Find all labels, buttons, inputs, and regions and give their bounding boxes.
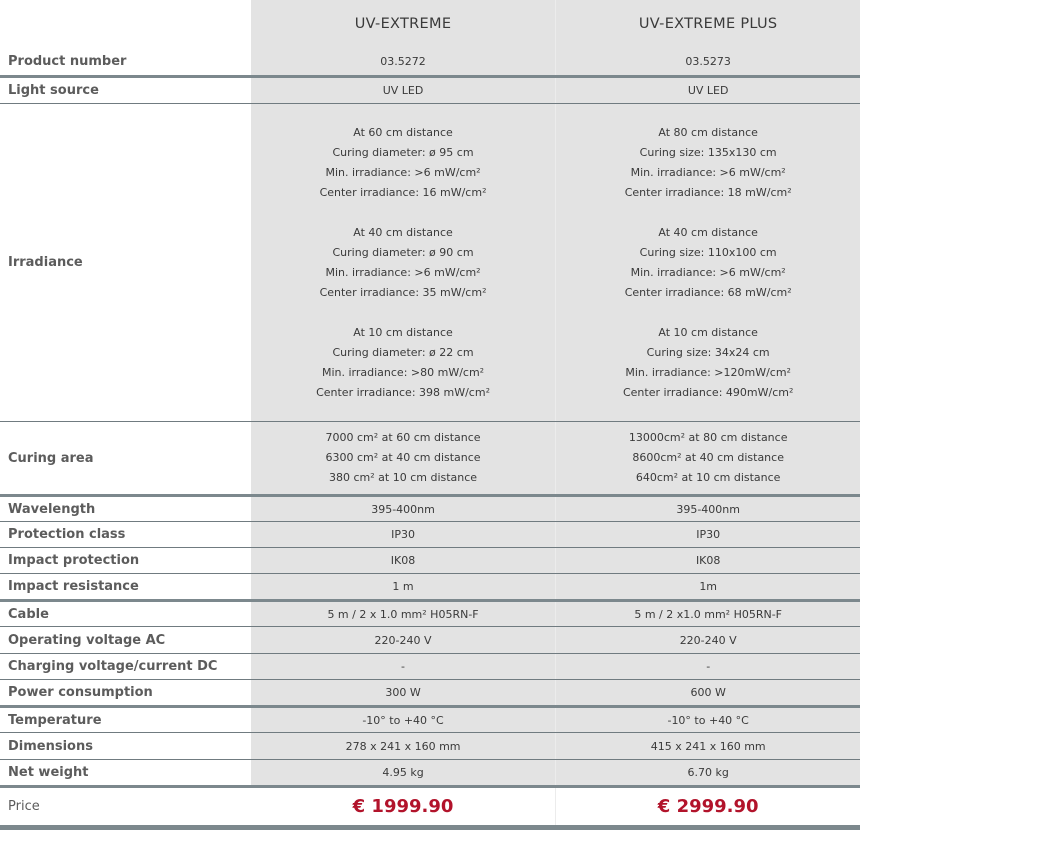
cell-value: - (555, 654, 860, 679)
spec-line: At 10 cm distance (658, 325, 758, 339)
price-value: € 1999.90 (352, 796, 454, 817)
price-cell-uv-extreme-plus (555, 788, 860, 825)
table-header (0, 0, 860, 47)
spec-line: Curing size: 135x130 cm (639, 145, 777, 159)
spec-line: Min. irradiance: >6 mW/cm² (630, 165, 786, 179)
row-label: Price (0, 788, 251, 825)
row-label: Curing area (0, 422, 251, 494)
cell-value: 220-240 V (251, 627, 556, 653)
spec-line: At 60 cm distance (353, 125, 453, 139)
spec-line: Curing diameter: ø 95 cm (332, 145, 474, 159)
spec-line: 13000cm² at 80 cm distance (628, 431, 788, 444)
row-price (0, 788, 860, 825)
row-impact-protection (0, 548, 860, 573)
row-label: Power consumption (0, 680, 251, 705)
row-label: Light source (0, 78, 251, 103)
table-bottom-border (0, 825, 860, 830)
cell-value: 03.5273 (555, 47, 860, 75)
spec-line: Min. irradiance: >6 mW/cm² (325, 265, 481, 279)
row-label: Impact resistance (0, 574, 251, 599)
cell-value: UV LED (251, 78, 556, 103)
row-label: Product number (0, 47, 251, 75)
spec-line: Curing diameter: ø 90 cm (332, 245, 474, 259)
spec-line: 380 cm² at 10 cm distance (329, 471, 478, 484)
row-light-source (0, 78, 860, 103)
row-protection-class (0, 522, 860, 547)
cell-value: IK08 (251, 548, 556, 573)
cell-value: 5 m / 2 x 1.0 mm² H05RN-F (251, 602, 556, 626)
row-label: Dimensions (0, 733, 251, 759)
cell-value: 220-240 V (555, 627, 860, 653)
spec-line: At 40 cm distance (353, 225, 453, 239)
spec-line: At 80 cm distance (658, 125, 758, 139)
spec-line: Min. irradiance: >80 mW/cm² (321, 365, 485, 379)
irradiance-group (320, 123, 487, 203)
spec-line: At 40 cm distance (658, 225, 758, 239)
row-operating-voltage (0, 627, 860, 653)
price-value: € 2999.90 (657, 796, 759, 817)
row-label: Net weight (0, 760, 251, 785)
row-temperature (0, 708, 860, 732)
spec-line: 8600cm² at 40 cm distance (632, 451, 784, 464)
spec-line: 6300 cm² at 40 cm distance (325, 451, 481, 464)
cell-value: -10° to +40 °C (555, 708, 860, 732)
spec-line: Center irradiance: 16 mW/cm² (319, 185, 487, 199)
row-label: Operating voltage AC (0, 627, 251, 653)
cell-value: 395-400nm (251, 497, 556, 521)
spec-line: Center irradiance: 35 mW/cm² (319, 285, 487, 299)
cell-value: 395-400nm (555, 497, 860, 521)
cell-irradiance-uv-extreme-plus (555, 104, 860, 421)
row-label: Irradiance (0, 104, 251, 421)
spec-line: Center irradiance: 68 mW/cm² (624, 285, 792, 299)
cell-value: 1 m (251, 574, 556, 599)
spec-line: At 10 cm distance (353, 325, 453, 339)
column-header-uv-extreme: UV-EXTREME (251, 0, 556, 47)
row-label: Temperature (0, 708, 251, 732)
cell-irradiance-uv-extreme (251, 104, 556, 421)
irradiance-group (316, 323, 490, 403)
cell-curing-area-uv-extreme-plus (555, 422, 860, 494)
row-impact-resistance (0, 574, 860, 599)
cell-value: - (251, 654, 556, 679)
row-label: Wavelength (0, 497, 251, 521)
cell-value: 03.5272 (251, 47, 556, 75)
spec-line: 7000 cm² at 60 cm distance (325, 431, 481, 444)
cell-value: UV LED (555, 78, 860, 103)
row-label: Impact protection (0, 548, 251, 573)
spec-line: Min. irradiance: >120mW/cm² (625, 365, 791, 379)
irradiance-group (625, 123, 792, 203)
cell-value: IK08 (555, 548, 860, 573)
row-label: Charging voltage/current DC (0, 654, 251, 679)
row-irradiance (0, 104, 860, 421)
column-header-uv-extreme-plus: UV-EXTREME PLUS (555, 0, 860, 47)
cell-value: 300 W (251, 680, 556, 705)
spec-line: Curing diameter: ø 22 cm (332, 345, 474, 359)
row-curing-area (0, 422, 860, 494)
cell-value: 415 x 241 x 160 mm (555, 733, 860, 759)
spec-line: Curing size: 110x100 cm (639, 245, 777, 259)
row-charging-voltage (0, 654, 860, 679)
cell-value: 4.95 kg (251, 760, 556, 785)
spec-line: Center irradiance: 398 mW/cm² (316, 385, 490, 399)
cell-value: 6.70 kg (555, 760, 860, 785)
cell-value: IP30 (251, 522, 556, 547)
spec-line: Center irradiance: 18 mW/cm² (624, 185, 792, 199)
row-cable (0, 602, 860, 626)
cell-curing-area-uv-extreme (251, 422, 556, 494)
irradiance-group (625, 223, 792, 303)
row-wavelength (0, 497, 860, 521)
row-power-consumption (0, 680, 860, 705)
row-label: Cable (0, 602, 251, 626)
header-blank (0, 0, 251, 47)
spec-line: Center irradiance: 490mW/cm² (622, 385, 794, 399)
price-cell-uv-extreme (251, 788, 556, 825)
spec-line: Min. irradiance: >6 mW/cm² (325, 165, 481, 179)
cell-value: 278 x 241 x 160 mm (251, 733, 556, 759)
row-dimensions (0, 733, 860, 759)
row-net-weight (0, 760, 860, 785)
row-label: Protection class (0, 522, 251, 547)
spec-line: Min. irradiance: >6 mW/cm² (630, 265, 786, 279)
cell-value: -10° to +40 °C (251, 708, 556, 732)
cell-value: IP30 (555, 522, 860, 547)
cell-value: 1m (555, 574, 860, 599)
irradiance-group (320, 223, 487, 303)
spec-line: Curing size: 34x24 cm (646, 345, 770, 359)
spec-line: 640cm² at 10 cm distance (635, 471, 781, 484)
row-product-number (0, 47, 860, 75)
cell-value: 600 W (555, 680, 860, 705)
irradiance-group (623, 323, 793, 403)
cell-value: 5 m / 2 x1.0 mm² H05RN-F (555, 602, 860, 626)
